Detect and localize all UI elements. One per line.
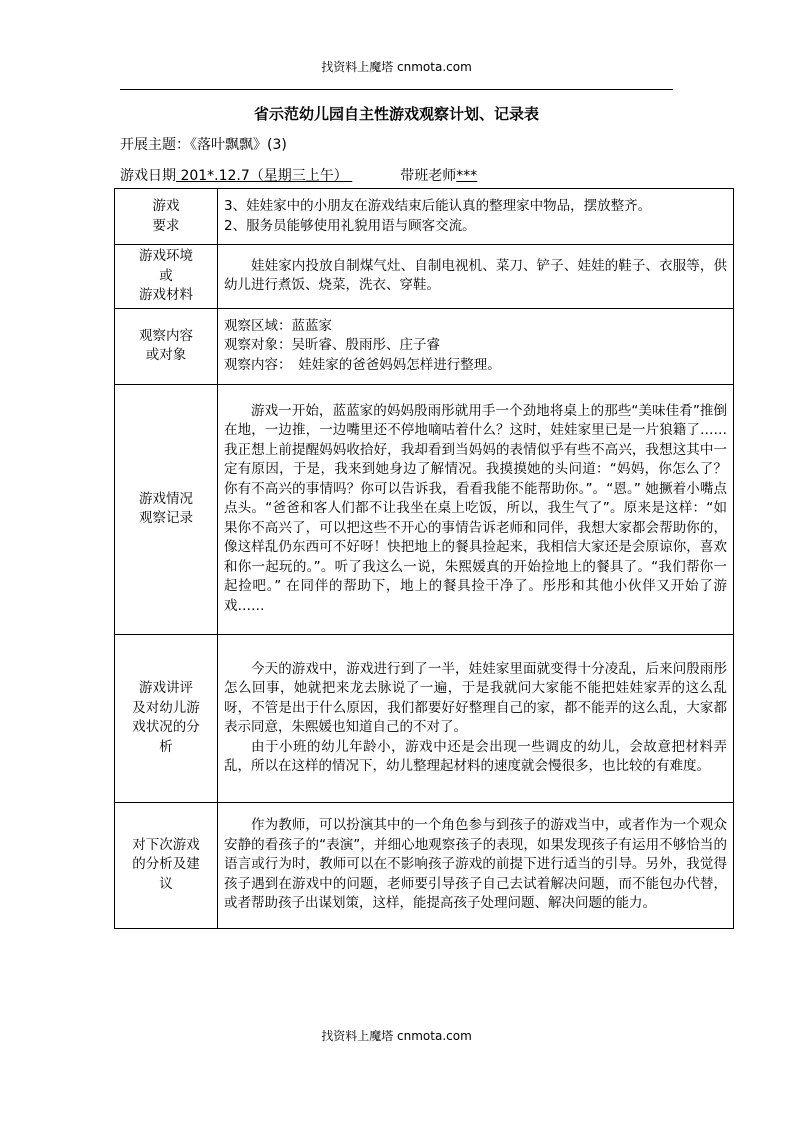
page-header: 找资料上魔塔 cnmota.com bbox=[321, 60, 472, 74]
row-next-suggestions bbox=[115, 802, 734, 928]
page-footer: 找资料上魔塔 cnmota.com bbox=[321, 1029, 472, 1043]
paragraph: 观察对象：吴昕睿、殷雨彤、庄子睿 bbox=[224, 337, 440, 354]
row-content bbox=[218, 384, 734, 634]
row-label bbox=[115, 245, 218, 309]
row-content bbox=[218, 634, 734, 802]
paragraph: 今天的游戏中，游戏进行到了一半，娃娃家里面就变得十分凌乱，后来问殷雨彤怎么回事，她就把来龙去脉说了一遍，于是我就问大家能不能把娃娃家弄的这么乱呀，不管是出于什么原因，我们都要好好整理自己的家，都不能弄的这么乱，大家都表示同意，朱熙媛也知道自己的不对了。 bbox=[224, 660, 727, 735]
paragraph: 观察内容： 娃娃家的爸爸妈妈怎样进行整理。 bbox=[224, 356, 501, 373]
observation-record-table bbox=[114, 188, 734, 929]
label-text: 游戏情况 观察记录 bbox=[139, 490, 193, 526]
paragraph: 游戏一开始，蓝蓝家的妈妈殷雨彤就用手一个劲地将桌上的那些“美味佳肴”推倒在地，一边推，一边嘴里还不停地嘀咕着什么？这时，娃娃家里已是一片狼籍了……我正想上前提醒妈妈收拾好，我却看到当妈妈的表情似乎有些不高兴，我想这其中一定有原因，于是，我来到她身边了解情况。我摸摸她的头问道：“妈妈，你怎么了？你有不高兴的事情吗？你可以告诉我，看看我能不能帮助你。”。“恩。” 她撅着小嘴点点头。“爸爸和客人们都不让我坐在桌上吃饭，所以，我生气了”。原来是这样：“如果你不高兴了，可以把这些不开心的事情告诉老师和同伴，我想大家都会帮助你的，像这样乱仍东西可不好呀！快把地上的餐具捡起来，我相信大家还是会原谅你，喜欢和你一起玩的。”。听了我这么一说，朱熙媛真的开始捡地上的餐具了。“我们帮你一起捡吧。” 在同伴的帮助下，地上的餐具捡干净了。彤彤和其他小伙伴又开始了游戏…… bbox=[224, 402, 727, 614]
row-content bbox=[218, 802, 734, 928]
row-label bbox=[115, 634, 218, 802]
label-text: 观察内容 或对象 bbox=[139, 327, 193, 363]
header-divider bbox=[120, 89, 673, 90]
label-text: 对下次游戏 的分析及建 议 bbox=[132, 836, 200, 892]
paragraph: 作为教师，可以扮演其中的一个角色参与到孩子的游戏当中，或者作为一个观众安静的看孩子的“表演”，并细心地观察孩子的表现，如果发现孩子有运用不够恰当的语言或行为时，教师可以在不影响孩子游戏的前提下进行适当的引导。另外，我觉得孩子遇到在游戏中的问题，老师要引导孩子自己去试着解决问题，而不能包办代替，或者帮助孩子出谋划策，这样，能提高孩子处理问题、解决问题的能力。 bbox=[224, 817, 727, 912]
teacher-label: 带班老师 bbox=[400, 168, 457, 184]
theme-label: 开展主题： bbox=[120, 137, 190, 153]
row-observation-target bbox=[115, 308, 734, 384]
label-text: 游戏讲评 及对幼儿游 戏状况的分 析 bbox=[132, 680, 200, 755]
paragraph: 由于小班的幼儿年龄小，游戏中还是会出现一些调皮的幼儿，会故意把材料弄乱，所以在这样的情况下，幼儿整理起材料的速度就会慢很多，也比较的有难度。 bbox=[224, 738, 727, 774]
row-label bbox=[115, 189, 218, 245]
row-content bbox=[218, 245, 734, 309]
paragraph: 2、服务员能够使用礼貌用语与顾客交流。 bbox=[224, 217, 476, 234]
date-value: 201*.12.7（星期三上午） bbox=[176, 168, 353, 184]
label-text: 游戏 要求 bbox=[152, 198, 180, 234]
row-label bbox=[115, 308, 218, 384]
label-text: 游戏环境 或 游戏材料 bbox=[139, 248, 193, 303]
row-game-review bbox=[115, 634, 734, 802]
row-label bbox=[115, 802, 218, 928]
page-title: 省示范幼儿园自主性游戏观察计划、记录表 bbox=[253, 105, 539, 123]
paragraph: 观察区域：蓝蓝家 bbox=[224, 317, 332, 334]
row-label bbox=[115, 384, 218, 634]
date-label: 游戏日期 bbox=[120, 168, 176, 184]
teacher-value: *** bbox=[456, 168, 478, 184]
theme-line bbox=[120, 134, 287, 154]
row-content bbox=[218, 308, 734, 384]
paragraph: 3、娃娃家中的小朋友在游戏结束后能认真的整理家中物品，摆放整齐。 bbox=[224, 198, 652, 214]
theme-value: 《落叶飘飘》(3) bbox=[190, 137, 287, 153]
date-teacher-line bbox=[120, 165, 477, 185]
row-game-materials bbox=[115, 245, 734, 309]
paragraph: 娃娃家内投放自制煤气灶、自制电视机、菜刀、铲子、娃娃的鞋子、衣服等，供幼儿进行煮饭、烧菜，洗衣、穿鞋。 bbox=[224, 257, 727, 294]
row-observation-record bbox=[115, 384, 734, 634]
row-content bbox=[218, 189, 734, 245]
row-game-requirements bbox=[115, 189, 734, 245]
